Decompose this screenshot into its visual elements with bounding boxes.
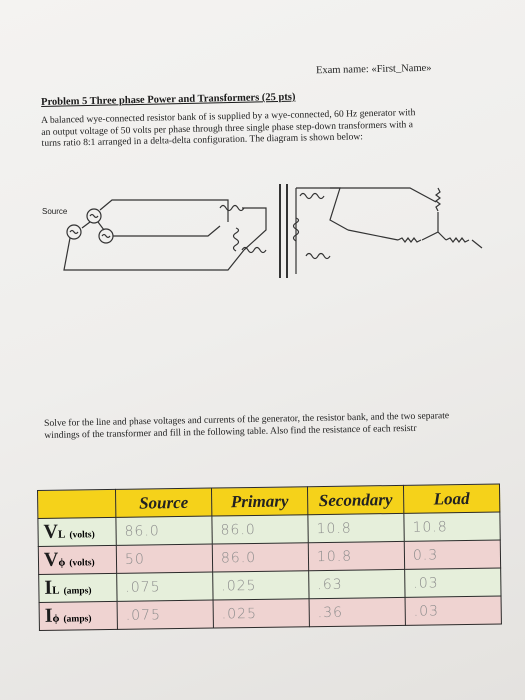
row-subscript: ϕ bbox=[52, 612, 60, 625]
load-resistor-2-icon bbox=[398, 238, 421, 242]
answer-cell[interactable]: .075 bbox=[117, 572, 213, 601]
instructions-text: Solve for the line and phase voltages and currents of the generator, the resistor bank, and the two separate windings of the transformer and fill in the following table. Also find the resistance of each resistr bbox=[44, 410, 450, 441]
answer-cell[interactable]: 86.0 bbox=[212, 515, 308, 544]
answer-cell[interactable]: .36 bbox=[309, 597, 405, 626]
row-symbol: V bbox=[43, 520, 59, 543]
table-corner-cell bbox=[38, 489, 116, 518]
secondary-coil-1-icon bbox=[300, 194, 324, 199]
problem-statement: A balanced wye-connected resistor bank of is supplied by a wye-connected, 60 Hz generator with an output voltage of 50 volts per phase through three single phase step-down transformers with a turns ratio 8:1 arranged in a delta-delta configuration. The diagram is shown below: bbox=[41, 107, 416, 150]
column-header-load: Load bbox=[403, 484, 499, 513]
answer-cell[interactable]: 10.8 bbox=[404, 512, 500, 541]
row-subscript: L bbox=[52, 584, 60, 597]
primary-coil-2-icon bbox=[234, 228, 239, 251]
row-label bbox=[39, 573, 117, 602]
source-label: Source bbox=[42, 207, 68, 216]
row-unit: (volts) bbox=[69, 558, 95, 569]
row-label bbox=[38, 517, 116, 546]
row-symbol: V bbox=[43, 548, 59, 571]
answer-table bbox=[37, 484, 501, 631]
circuit-diagram bbox=[30, 170, 510, 290]
answer-cell[interactable]: .025 bbox=[213, 571, 309, 600]
answer-cell[interactable]: .025 bbox=[213, 599, 309, 628]
answer-cell[interactable]: 86.0 bbox=[116, 516, 212, 545]
answer-cell[interactable]: 10.8 bbox=[308, 513, 404, 542]
row-subscript: ϕ bbox=[58, 556, 66, 569]
answer-cell[interactable]: .03 bbox=[405, 596, 501, 625]
answer-cell[interactable]: .03 bbox=[405, 568, 501, 597]
primary-coil-1-icon bbox=[220, 206, 244, 211]
answer-cell[interactable]: .075 bbox=[117, 600, 213, 629]
table-row-phase-current bbox=[39, 596, 501, 630]
answer-cell[interactable]: 86.0 bbox=[212, 543, 308, 572]
problem-title: Problem 5 Three phase Power and Transformers (25 pts) bbox=[41, 91, 296, 108]
load-resistor-1-icon bbox=[436, 188, 440, 211]
column-header-source: Source bbox=[115, 488, 211, 517]
exam-name-header: Exam name: «First_Name» bbox=[315, 62, 432, 77]
answer-cell[interactable]: 50 bbox=[116, 544, 212, 573]
load-resistor-3-icon bbox=[446, 238, 469, 242]
column-header-secondary: Secondary bbox=[307, 485, 403, 514]
answer-cell[interactable]: 10.8 bbox=[308, 541, 404, 570]
row-subscript: L bbox=[57, 528, 66, 541]
answer-cell[interactable]: 0.3 bbox=[404, 540, 500, 569]
row-unit: (amps) bbox=[63, 586, 92, 597]
row-unit: (volts) bbox=[69, 530, 95, 541]
row-unit: (amps) bbox=[63, 614, 92, 625]
row-symbol: I bbox=[44, 576, 53, 599]
row-label bbox=[38, 545, 116, 574]
secondary-coil-3-icon bbox=[306, 254, 330, 259]
row-symbol: I bbox=[44, 604, 53, 627]
answer-cell[interactable]: .63 bbox=[309, 569, 405, 598]
column-header-primary: Primary bbox=[211, 487, 307, 516]
row-label bbox=[39, 601, 117, 630]
